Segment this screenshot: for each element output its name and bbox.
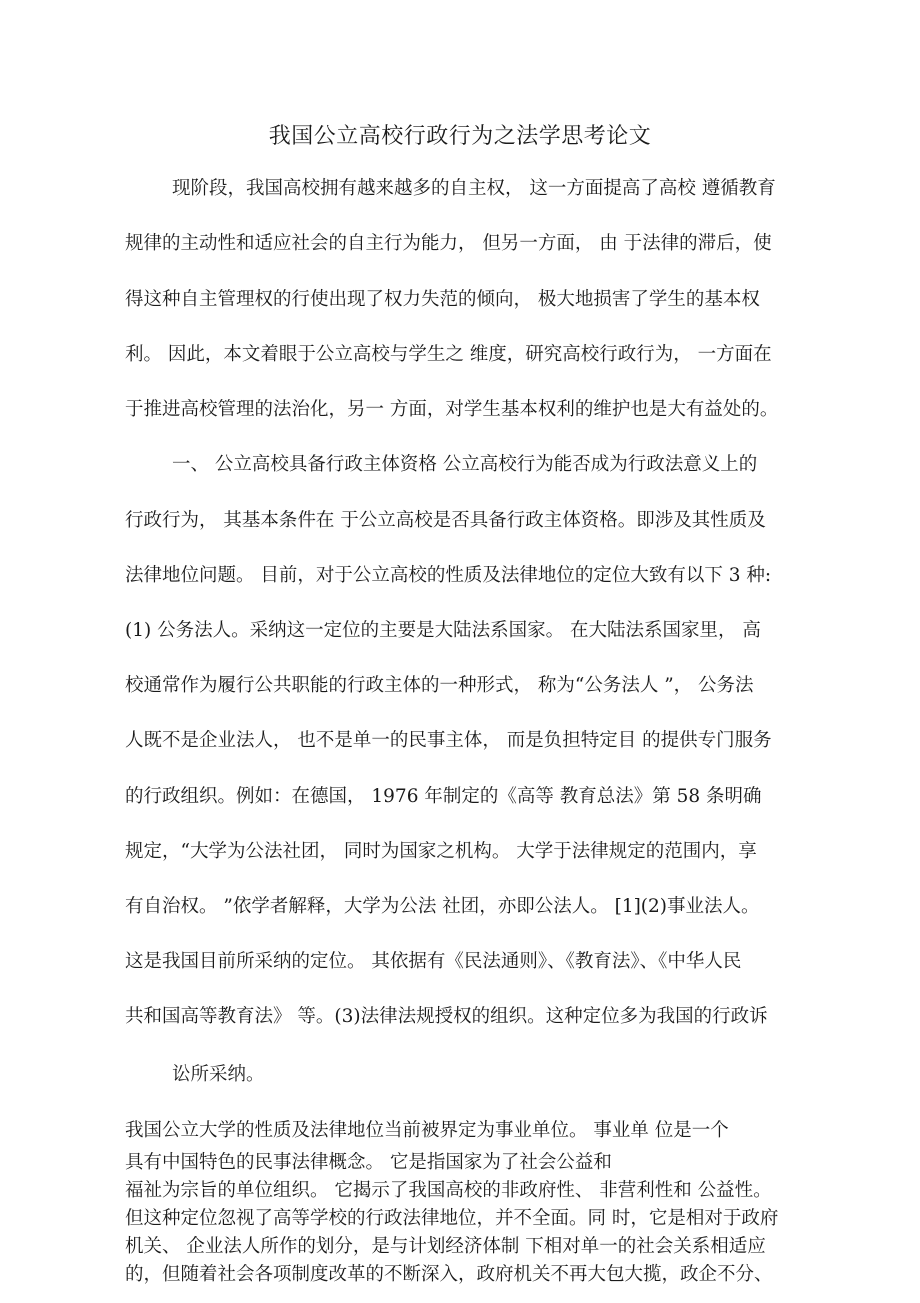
paragraph-line: 有自治权。 ”依学者解释，大学为公法 社团，亦即公法人。 [1](2)事业法人。 <box>125 896 760 917</box>
paragraph-line: 共和国高等教育法》 等。(3)法律法规授权的组织。这种定位多为我国的行政诉 <box>125 1006 768 1027</box>
paragraph-line: 法律地位问题。 目前，对于公立高校的性质及法律地位的定位大致有以下 3 种: <box>125 565 772 586</box>
paragraph-line: 行政行为， 其基本条件在 于公立高校是否具备行政主体资格。即涉及其性质及 <box>125 510 766 531</box>
paragraph-line: 但这种定位忽视了高等学校的行政法律地位，并不全面。同 时，它是相对于政府 <box>125 1208 779 1229</box>
paragraph-line: 利。 因此，本文着眼于公立高校与学生之 维度，研究高校行政行为， 一方面在 <box>125 344 772 365</box>
paragraph-line: 我国公立大学的性质及法律地位当前被界定为事业单位。 事业单 位是一个 <box>125 1120 729 1141</box>
paragraph-line: 于推进高校管理的法治化，另一 方面，对学生基本权利的维护也是大有益处的。 <box>125 399 779 420</box>
paragraph-line: 具有中国特色的民事法律概念。 它是指国家为了社会公益和 <box>125 1152 612 1173</box>
paragraph-line: 的行政组织。例如：在德国， 1976 年制定的《高等 教育总法》第 58 条明确 <box>125 786 762 807</box>
paragraph-line: (1) 公务法人。采纳这一定位的主要是大陆法系国家。 在大陆法系国家里， 高 <box>125 620 761 641</box>
paragraph-line: 福祉为宗旨的单位组织。 它揭示了我国高校的非政府性、 非营利性和 公益性。 <box>125 1180 772 1201</box>
paragraph-line: 一、 公立高校具备行政主体资格 公立高校行为能否成为行政法意义上的 <box>172 454 758 475</box>
paragraph-line: 规律的主动性和适应社会的自主行为能力， 但另一方面， 由 于法律的滞后，使 <box>125 233 772 254</box>
paragraph-line: 得这种自主管理权的行使出现了权力失范的倾向， 极大地损害了学生的基本权 <box>125 289 760 310</box>
paragraph-line: 现阶段，我国高校拥有越来越多的自主权， 这一方面提高了高校 遵循教育 <box>172 178 776 199</box>
paragraph-line: 这是我国目前所采纳的定位。 其依据有《民法通则》、《教育法》、《中华人民 <box>125 951 742 972</box>
paragraph-line: 的，但随着社会各项制度改革的不断深入，政府机关不再大包大揽，政企不分、 <box>125 1264 773 1285</box>
paragraph-line: 规定，“大学为公法社团， 同时为国家之机构。 大学于法律规定的范围内，享 <box>125 841 757 862</box>
document-title: 我国公立高校行政行为之法学思考论文 <box>268 124 652 149</box>
paragraph-line: 校通常作为履行公共职能的行政主体的一种形式， 称为“公务法人 ”， 公务法 <box>125 675 754 696</box>
paragraph-line: 机关、 企业法人所作的划分，是与计划经济体制 下相对单一的社会关系相适应 <box>125 1236 766 1257</box>
paragraph-line: 人既不是企业法人， 也不是单一的民事主体， 而是负担特定目 的提供专门服务 <box>125 730 772 751</box>
paragraph-line: 讼所采纳。 <box>172 1064 265 1085</box>
